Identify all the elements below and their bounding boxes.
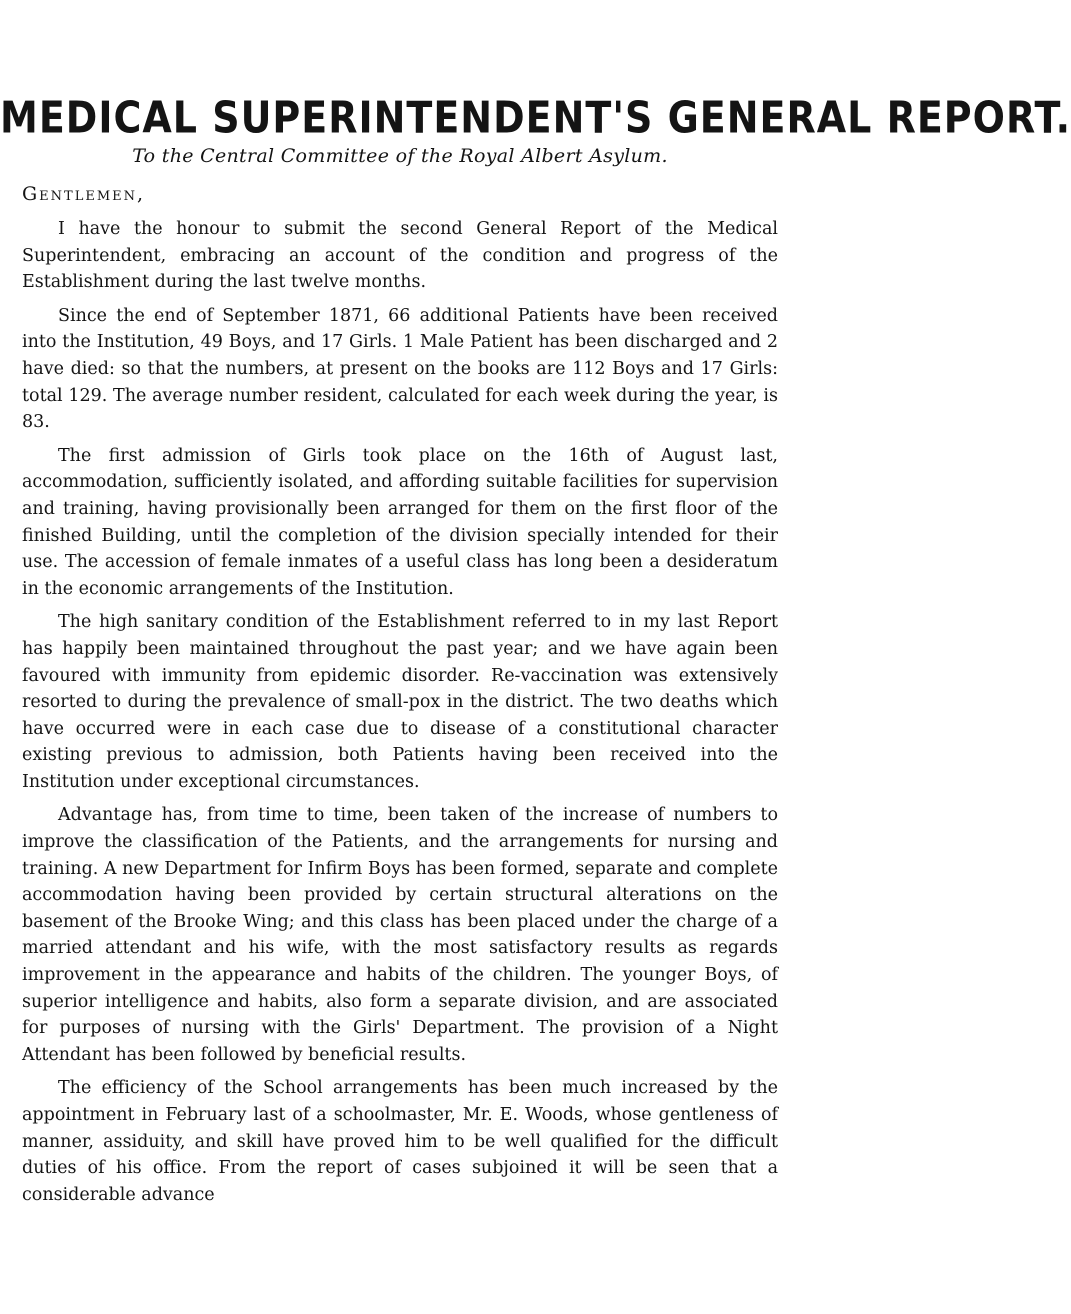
paragraph-classification: Advantage has, from time to time, been taken of the increase of numbers to improve the classification of the Patients, and the arrangements for nursing and training. A new Department for Infirm Boys has been formed, separate and complete accommodation having been provided by certain structural alterations on the basement of the Brooke Wing; and this class has been placed under the charge of a married attendant and his wife, with the most satisfactory results as regards improvement in the appearance and habits of the children. The younger Boys, of superior intelligence and habits, also form a separate division, and are associated for purposes of nursing with the Girls' Department. The provision of a Night Attendant has been followed by beneficial results. xyxy=(22,805,778,1065)
paragraph-introduction: I have the honour to submit the second General Report of the Medical Superintendent, embracing an account of the condition and progress of the Establishment during the last twelve months. xyxy=(22,219,778,293)
paragraph-school-arrangements: The efficiency of the School arrangements has been much increased by the appointment in February last of a schoolmaster, Mr. E. Woods, whose gentleness of manner, assiduity, and skill have proved him to be well qualified for the difficult duties of his office. From the report of cases subjoined it will be seen that a considerable advance xyxy=(22,1078,778,1205)
paragraph-girls-admission: The first admission of Girls took place on the 16th of August last, accommodation, sufficiently isolated, and affording suitable facilities for supervision and training, having provisionally been arranged for them on the first floor of the finished Building, until the completion of the division specially intended for their use. The accession of female inmates of a useful class has long been a desideratum in the economic arrangements of the Institution. xyxy=(22,445,778,599)
paragraph-sanitary-condition: The high sanitary condition of the Establishment referred to in my last Report has happily been maintained throughout the past year; and we have again been favoured with immunity from epidemic disorder. Re-vaccination was extensively resorted to during the prevalence of small-pox in the district. The two deaths which have occurred were in each case due to disease of a constitutional character existing previous to admission, both Patients having been received into the Institution under exceptional circumstances. xyxy=(22,612,778,792)
report-title: MEDICAL SUPERINTENDENT'S GENERAL REPORT. xyxy=(0,92,1071,143)
paragraph-admissions: Since the end of September 1871, 66 additional Patients have been received into the Institution, 49 Boys, and 17 Girls. 1 Male Patient has been discharged and 2 have died: so that the numbers, at present on the books are 112 Boys and 17 Girls: total 129. The average number resident, calculated for each week during the year, is 83. xyxy=(22,305,778,433)
salutation: Gentlemen, xyxy=(22,183,146,205)
addressee-line: To the Central Committee of the Royal Albert Asylum. xyxy=(132,145,668,167)
report-body xyxy=(22,216,778,1215)
